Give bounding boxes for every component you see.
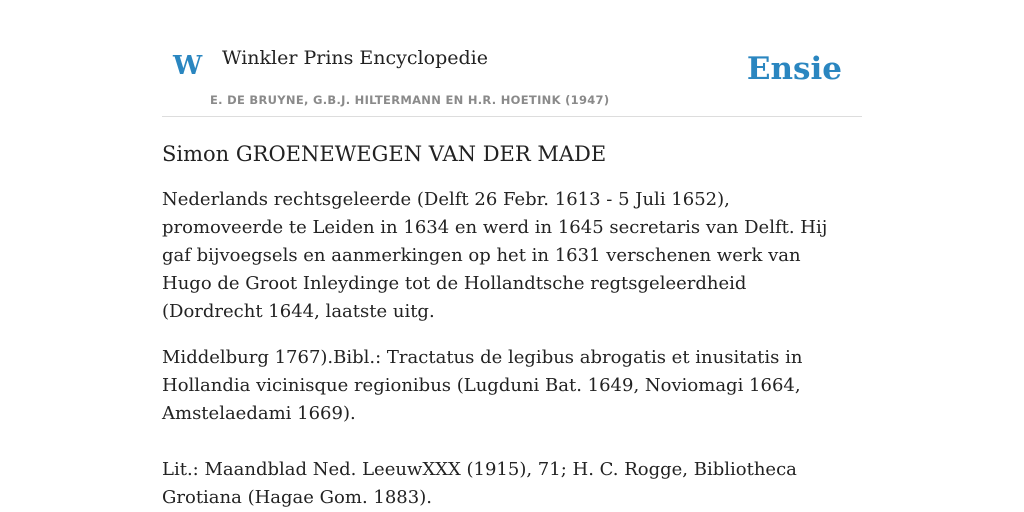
article-paragraph-literature: Lit.: Maandblad Ned. LeeuwXXX (1915), 71; H. C. Rogge, Bibliotheca Grotiana (Hagae Gom. 1883). <box>162 459 797 509</box>
article-title: Simon GROENEWEGEN VAN DER MADE <box>162 142 607 166</box>
article-paragraph-body: Nederlands rechtsgeleerde (Delft 26 Febr. 1613 - 5 Juli 1652), promoveerde te Leiden in 1634 en werd in 1645 secretaris van Delft. Hij gaf bijvoegsels en aanmerkingen op het in 1631 verschenen werk van Hugo de Groot Inleydinge tot de Hollandtsche regtsgeleerdheid (Dordrecht 1644, laatste uitg. <box>162 189 828 323</box>
article-paragraph-bibliography: Middelburg 1767).Bibl.: Tractatus de legibus abrogatis et inusitatis in Hollandia vicinisque regionibus (Lugduni Bat. 1649, Noviomagi 1664, Amstelaedami 1669). <box>162 347 803 425</box>
publication-title[interactable]: Winkler Prins Encyclopedie <box>222 47 488 69</box>
publication-logo[interactable]: W <box>173 51 203 81</box>
publication-authors: E. DE BRUYNE, G.B.J. HILTERMANN EN H.R. HOETINK (1947) <box>210 93 610 107</box>
article <box>162 141 852 512</box>
site-header <box>162 40 862 117</box>
ensie-brand-logo[interactable]: Ensie <box>746 51 842 87</box>
